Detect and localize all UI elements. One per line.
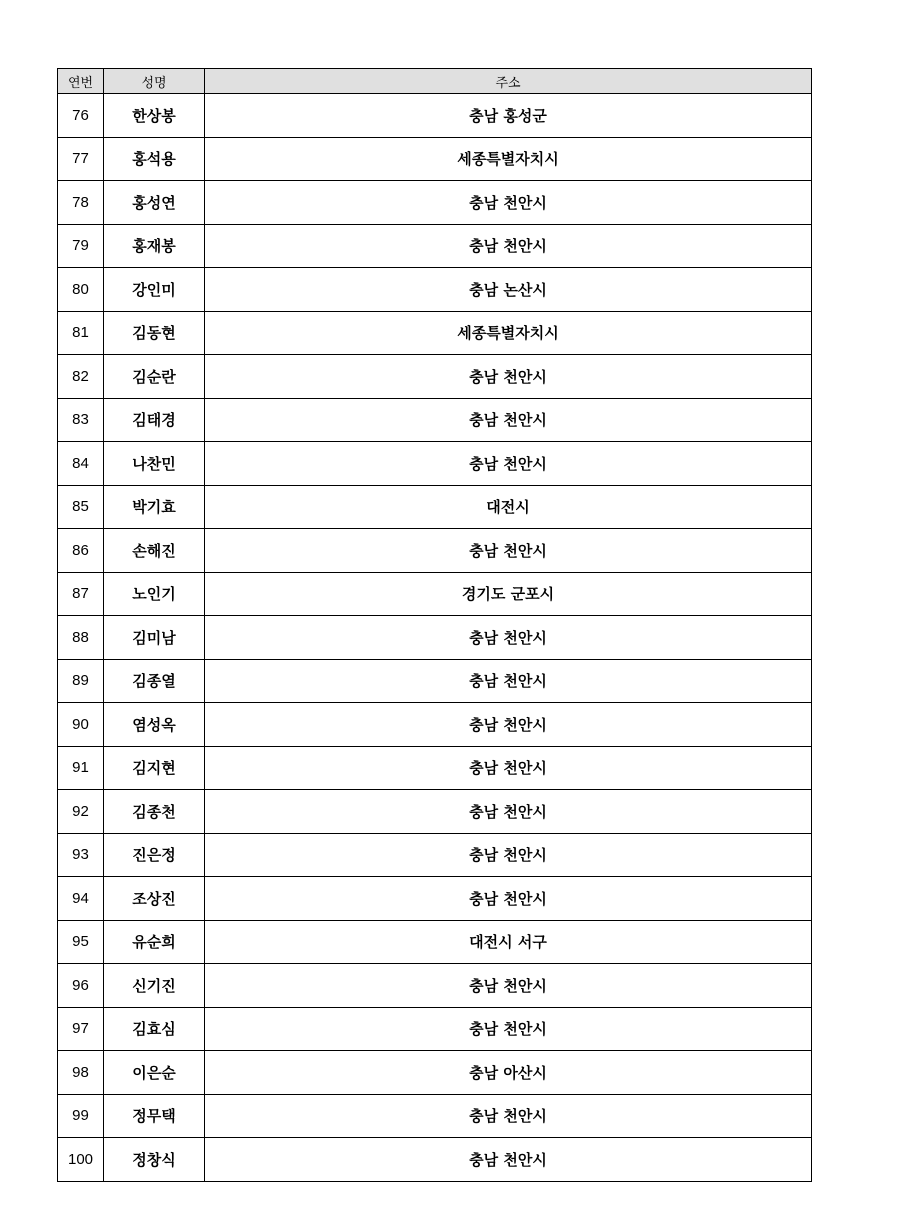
row-address: 충남 홍성군 [205, 94, 812, 138]
row-name: 홍재봉 [104, 224, 205, 268]
row-address: 세종특별자치시 [205, 311, 812, 355]
row-address: 충남 천안시 [205, 964, 812, 1008]
row-number: 82 [58, 355, 104, 399]
row-name: 이은순 [104, 1051, 205, 1095]
table-row [58, 790, 812, 834]
row-address: 충남 천안시 [205, 746, 812, 790]
row-name: 정무택 [104, 1094, 205, 1138]
row-name: 유순희 [104, 920, 205, 964]
table-row [58, 181, 812, 225]
row-name: 박기효 [104, 485, 205, 529]
row-number: 97 [58, 1007, 104, 1051]
row-address: 충남 논산시 [205, 268, 812, 312]
row-number: 85 [58, 485, 104, 529]
row-address: 충남 천안시 [205, 442, 812, 486]
row-address: 충남 천안시 [205, 181, 812, 225]
row-name: 김동현 [104, 311, 205, 355]
row-number: 80 [58, 268, 104, 312]
table-row [58, 1094, 812, 1138]
row-number: 95 [58, 920, 104, 964]
table-row [58, 1007, 812, 1051]
row-name: 노인기 [104, 572, 205, 616]
row-number: 83 [58, 398, 104, 442]
row-number: 79 [58, 224, 104, 268]
row-name: 신기진 [104, 964, 205, 1008]
row-name: 김지현 [104, 746, 205, 790]
header-number: 연번 [58, 69, 104, 94]
row-address: 충남 아산시 [205, 1051, 812, 1095]
table-body [58, 94, 812, 1182]
row-number: 94 [58, 877, 104, 921]
row-address: 경기도 군포시 [205, 572, 812, 616]
row-number: 91 [58, 746, 104, 790]
table-row [58, 268, 812, 312]
row-number: 86 [58, 529, 104, 573]
row-address: 충남 천안시 [205, 529, 812, 573]
row-number: 92 [58, 790, 104, 834]
row-address: 충남 천안시 [205, 224, 812, 268]
row-number: 81 [58, 311, 104, 355]
header-row [58, 69, 812, 94]
row-name: 김태경 [104, 398, 205, 442]
row-address: 충남 천안시 [205, 790, 812, 834]
row-number: 78 [58, 181, 104, 225]
row-name: 진은정 [104, 833, 205, 877]
table-row [58, 659, 812, 703]
table-row [58, 964, 812, 1008]
roster-table [57, 68, 812, 1182]
row-address: 충남 천안시 [205, 659, 812, 703]
row-address: 대전시 [205, 485, 812, 529]
row-name: 정창식 [104, 1138, 205, 1182]
table-row [58, 529, 812, 573]
row-name: 김종열 [104, 659, 205, 703]
row-address: 충남 천안시 [205, 703, 812, 747]
row-name: 강인미 [104, 268, 205, 312]
row-address: 충남 천안시 [205, 1007, 812, 1051]
table-row [58, 616, 812, 660]
row-address: 대전시 서구 [205, 920, 812, 964]
header-name: 성명 [104, 69, 205, 94]
row-number: 99 [58, 1094, 104, 1138]
table-row [58, 746, 812, 790]
header-address: 주소 [205, 69, 812, 94]
row-number: 96 [58, 964, 104, 1008]
row-name: 염성옥 [104, 703, 205, 747]
table-row [58, 485, 812, 529]
table-header [58, 69, 812, 94]
row-number: 90 [58, 703, 104, 747]
document-sheet [57, 68, 811, 1182]
table-row [58, 833, 812, 877]
row-number: 93 [58, 833, 104, 877]
table-row [58, 1051, 812, 1095]
row-number: 88 [58, 616, 104, 660]
row-number: 98 [58, 1051, 104, 1095]
table-row [58, 1138, 812, 1182]
row-address: 충남 천안시 [205, 616, 812, 660]
row-number: 87 [58, 572, 104, 616]
row-number: 77 [58, 137, 104, 181]
row-name: 나찬민 [104, 442, 205, 486]
row-name: 김미남 [104, 616, 205, 660]
row-name: 조상진 [104, 877, 205, 921]
row-name: 김순란 [104, 355, 205, 399]
row-number: 100 [58, 1138, 104, 1182]
table-row [58, 94, 812, 138]
row-number: 84 [58, 442, 104, 486]
row-address: 충남 천안시 [205, 833, 812, 877]
row-address: 충남 천안시 [205, 398, 812, 442]
row-address: 충남 천안시 [205, 355, 812, 399]
table-row [58, 442, 812, 486]
row-address: 세종특별자치시 [205, 137, 812, 181]
row-address: 충남 천안시 [205, 1138, 812, 1182]
table-row [58, 398, 812, 442]
row-name: 김효심 [104, 1007, 205, 1051]
table-row [58, 224, 812, 268]
table-row [58, 137, 812, 181]
table-row [58, 920, 812, 964]
row-name: 김종천 [104, 790, 205, 834]
row-name: 홍석용 [104, 137, 205, 181]
table-row [58, 703, 812, 747]
table-row [58, 311, 812, 355]
table-row [58, 572, 812, 616]
row-address: 충남 천안시 [205, 877, 812, 921]
row-number: 76 [58, 94, 104, 138]
row-number: 89 [58, 659, 104, 703]
row-name: 한상봉 [104, 94, 205, 138]
table-row [58, 355, 812, 399]
row-name: 홍성연 [104, 181, 205, 225]
table-row [58, 877, 812, 921]
row-address: 충남 천안시 [205, 1094, 812, 1138]
row-name: 손해진 [104, 529, 205, 573]
